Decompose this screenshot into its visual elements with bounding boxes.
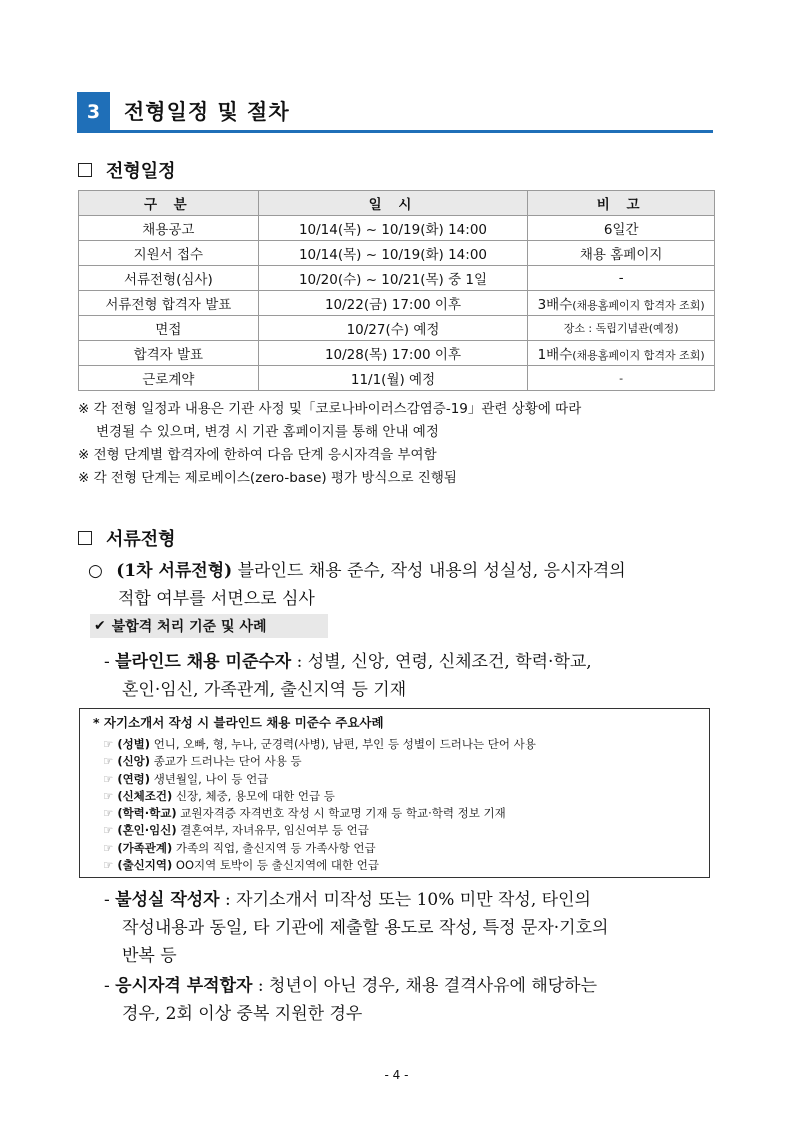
note-text: 1배수: [537, 347, 573, 363]
note-cell: [528, 266, 715, 291]
note-line: 변경될 수 있으며, 변경 시 기관 홈페이지를 통해 안내 예정: [96, 424, 439, 440]
review-heading-label: 서류전형: [106, 529, 176, 550]
case-label: (가족관계): [117, 840, 173, 855]
date-cell: 10/14(목) ~ 10/19(화) 14:00: [258, 216, 528, 241]
pointing-hand-icon: ☞: [103, 771, 114, 786]
schedule-heading-label: 전형일정: [106, 161, 176, 182]
item-text: 반복 등: [122, 946, 177, 966]
list-item: [103, 822, 536, 839]
table-row: [79, 341, 715, 366]
note-subtext: (채용홈페이지 합격자 조회): [572, 299, 705, 312]
stage-cell: 지원서 접수: [79, 241, 259, 266]
case-text: 생년월일, 나이 등 언급: [153, 771, 269, 786]
column-header: 일 시: [258, 191, 528, 216]
case-label: (출신지역): [117, 858, 173, 873]
note-subtext: -: [619, 371, 624, 385]
case-text: OO지역 토박이 등 출신지역에 대한 언급: [175, 858, 379, 873]
note-text: 6일간: [603, 222, 639, 238]
note-cell: [528, 216, 715, 241]
list-item: [103, 736, 536, 753]
date-cell: 10/28(목) 17:00 이후: [258, 341, 528, 366]
case-label: (혼인·임신): [117, 823, 177, 838]
case-box-title: * 자기소개서 작성 시 블라인드 채용 미준수 주요사례: [93, 715, 384, 730]
criteria-item-insincere: - 불성실 작성자 : 자기소개서 미작성 또는 10% 미만 작성, 타인의 작성내용과 동일, 타 기관에 제출할 용도로 작성, 특정 문자·기호의 반복 등: [104, 886, 724, 970]
pointing-hand-icon: ☞: [103, 806, 114, 821]
case-label: (신체조건): [117, 788, 173, 803]
note-cell: [528, 241, 715, 266]
case-label: (신앙): [117, 754, 151, 769]
stage-cell: 채용공고: [79, 216, 259, 241]
list-item: [103, 840, 536, 857]
date-cell: 10/27(수) 예정: [258, 316, 528, 341]
criteria-item-ineligible: - 응시자격 부적합자 : 청년이 아닌 경우, 채용 결격사유에 해당하는 경우, 2회 이상 중복 지원한 경우: [104, 972, 724, 1028]
item-text: 경우, 2회 이상 중복 지원한 경우: [122, 1004, 363, 1024]
pointing-hand-icon: ☞: [103, 840, 114, 855]
list-item: [103, 805, 536, 822]
note-line: ※ 전형 단계별 합격자에 한하여 다음 단계 응시자격을 부여함: [78, 447, 437, 463]
case-label: (학력·학교): [117, 806, 177, 821]
date-cell: 10/20(수) ~ 10/21(목) 중 1일: [258, 266, 528, 291]
note-line: ※ 각 전형 일정과 내용은 기관 사정 및「코로나바이러스감염증-19」관련 상황에 따라: [78, 401, 582, 417]
note-cell: [528, 366, 715, 391]
checkmark-icon: ✔: [94, 618, 106, 634]
item-label: 응시자격 부적합자: [115, 976, 253, 996]
case-text: 언니, 오빠, 형, 누나, 군경력(사병), 남편, 부인 등 성별이 드러나는 단어 사용: [153, 737, 536, 751]
schedule-notes: [78, 398, 581, 490]
checkbox-square-icon: [78, 531, 92, 545]
page-number: - 4 -: [384, 1068, 409, 1082]
pointing-hand-icon: ☞: [103, 754, 114, 769]
table-row: [79, 241, 715, 266]
schedule-table: [78, 190, 715, 391]
note-text: 채용 홈페이지: [579, 247, 663, 263]
note-text: 3배수: [537, 297, 573, 313]
circle-bullet-icon: ○: [88, 561, 103, 581]
item-label: 불성실 작성자: [115, 890, 220, 910]
section-number: 3: [77, 92, 110, 132]
note-line: ※ 각 전형 단계는 제로베이스(zero-base) 평가 방식으로 진행됨: [78, 470, 457, 486]
pointing-hand-icon: ☞: [103, 823, 114, 838]
table-row: [79, 291, 715, 316]
review-heading: [78, 525, 176, 551]
review-bullet: [88, 557, 728, 613]
date-cell: 10/14(목) ~ 10/19(화) 14:00: [258, 241, 528, 266]
case-text: 신장, 체중, 용모에 대한 언급 등: [175, 788, 335, 803]
list-item: [103, 753, 536, 770]
note-text: -: [618, 270, 624, 286]
pointing-hand-icon: ☞: [103, 858, 114, 873]
stage-cell: 서류전형(심사): [79, 266, 259, 291]
note-cell: [528, 316, 715, 341]
case-text: 결혼여부, 자녀유무, 임신여부 등 언급: [180, 823, 369, 838]
criteria-title: 불합격 처리 기준 및 사례: [111, 619, 267, 635]
stage-cell: 합격자 발표: [79, 341, 259, 366]
case-text: 종교가 드러나는 단어 사용 등: [153, 754, 302, 769]
list-item: [103, 788, 536, 805]
case-list: [103, 736, 536, 874]
schedule-heading: [78, 157, 176, 183]
list-item: [103, 771, 536, 788]
stage-cell: 면접: [79, 316, 259, 341]
table-row: [79, 216, 715, 241]
case-text: 교원자격증 자격번호 작성 시 학교명 기재 등 학교·학력 정보 기재: [180, 806, 506, 821]
column-header: 구 분: [79, 191, 259, 216]
table-row: [79, 316, 715, 341]
section-underline: [77, 130, 713, 133]
bullet-text: 적합 여부를 서면으로 심사: [118, 589, 315, 609]
note-subtext: (채용홈페이지 합격자 조회): [572, 349, 705, 362]
note-subtext: 장소 : 독립기념관(예정): [563, 322, 679, 335]
case-text: 가족의 직업, 출신지역 등 가족사항 언급: [175, 840, 376, 855]
note-cell: [528, 291, 715, 316]
criteria-title-box: [90, 614, 328, 638]
list-item: [103, 857, 536, 874]
item-text: : 성별, 신앙, 연령, 신체조건, 학력·학교,: [296, 652, 592, 672]
case-label: (성별): [117, 737, 151, 751]
criteria-item-blind: - 블라인드 채용 미준수자 : 성별, 신앙, 연령, 신체조건, 학력·학교, 혼인·임신, 가족관계, 출신지역 등 기재: [104, 648, 724, 704]
pointing-hand-icon: ☞: [103, 737, 114, 751]
date-cell: 10/22(금) 17:00 이후: [258, 291, 528, 316]
bullet-label: (1차 서류전형): [116, 561, 233, 581]
date-cell: 11/1(월) 예정: [258, 366, 528, 391]
stage-cell: 근로계약: [79, 366, 259, 391]
item-label: 블라인드 채용 미준수자: [115, 652, 292, 672]
column-header: 비 고: [528, 191, 715, 216]
stage-cell: 서류전형 합격자 발표: [79, 291, 259, 316]
item-text: : 청년이 아닌 경우, 채용 결격사유에 해당하는: [257, 976, 598, 996]
table-row: [79, 266, 715, 291]
pointing-hand-icon: ☞: [103, 788, 114, 803]
item-text: : 자기소개서 미작성 또는 10% 미만 작성, 타인의: [225, 890, 591, 910]
bullet-text: 블라인드 채용 준수, 작성 내용의 성실성, 응시자격의: [237, 561, 626, 581]
section-title: 전형일정 및 절차: [124, 100, 290, 124]
note-cell: [528, 341, 715, 366]
item-text: 작성내용과 동일, 타 기관에 제출할 용도로 작성, 특정 문자·기호의: [122, 918, 609, 938]
table-header-row: [79, 191, 715, 216]
checkbox-square-icon: [78, 163, 92, 177]
table-row: [79, 366, 715, 391]
item-text: 혼인·임신, 가족관계, 출신지역 등 기재: [122, 680, 407, 700]
case-label: (연령): [117, 771, 151, 786]
